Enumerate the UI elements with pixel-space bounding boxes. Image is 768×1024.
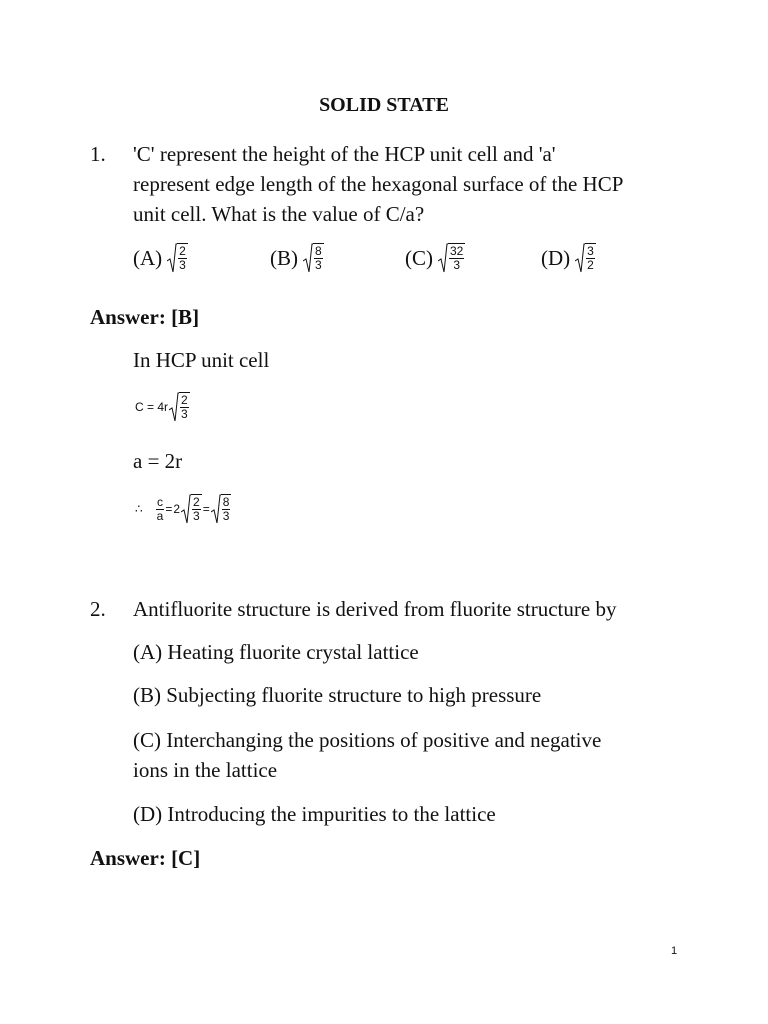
- sqrt-symbol: [438, 243, 465, 273]
- q2-number: 2.: [90, 597, 106, 621]
- sqrt-symbol: [167, 243, 188, 273]
- sqrt-symbol: [575, 243, 596, 273]
- q2-question: Antifluorite structure is derived from fluorite structure by: [133, 597, 617, 621]
- q2-option-c-continued: ions in the lattice: [133, 758, 278, 782]
- c-equation-prefix: C = 4r: [135, 400, 169, 414]
- q2-answer: Answer: [C]: [90, 846, 201, 870]
- sqrt-symbol: [169, 392, 190, 422]
- fraction: $\frac{2}{3}$: [181, 393, 188, 421]
- q2-option-a: (A) Heating fluorite crystal lattice: [133, 640, 419, 664]
- fraction: $\frac{8}{3}$: [315, 244, 322, 272]
- option-label: (D): [541, 245, 571, 270]
- page-number: 1: [671, 945, 678, 957]
- q1-option-d: [541, 243, 596, 273]
- q1-option-b: [270, 243, 324, 273]
- q2-option-c: (C) Interchanging the positions of positive and negative: [133, 728, 602, 752]
- sqrt-symbol: [303, 243, 324, 273]
- q2-option-b: (B) Subjecting fluorite structure to high pressure: [133, 683, 542, 707]
- option-label: (A): [133, 245, 163, 270]
- q1-answer: Answer: [B]: [90, 305, 200, 329]
- fraction: $\frac{32}{3}$: [450, 244, 464, 272]
- equals-sign: =: [165, 502, 173, 516]
- sqrt-symbol: [211, 494, 232, 524]
- option-label: (B): [270, 245, 298, 270]
- coefficient: 2: [173, 502, 181, 516]
- q1-line-1: 'C' represent the height of the HCP unit cell and 'a': [133, 142, 556, 166]
- q1-option-a: [133, 243, 188, 273]
- solution-intro: In HCP unit cell: [133, 348, 270, 372]
- c-equation: [135, 392, 190, 422]
- fraction: $\frac{8}{3}$: [222, 495, 230, 523]
- page-title: SOLID STATE: [319, 94, 449, 116]
- fraction: $\frac{2}{3}$: [193, 495, 200, 523]
- q1-line-2: represent edge length of the hexagonal surface of the HCP: [133, 172, 624, 196]
- fraction: $\frac{3}{2}$: [587, 244, 594, 272]
- ratio-fraction: $\frac{c}{a}$: [156, 494, 164, 523]
- option-label: (C): [405, 245, 433, 270]
- q1-number: 1.: [90, 142, 106, 166]
- fraction: $\frac{2}{3}$: [179, 244, 186, 272]
- sqrt-symbol: [181, 494, 202, 524]
- therefore-symbol: ∴: [135, 502, 143, 516]
- q2-option-d: (D) Introducing the impurities to the lattice: [133, 802, 496, 826]
- equals-sign: =: [202, 502, 210, 516]
- a-equation: a = 2r: [133, 449, 183, 473]
- q1-line-3: unit cell. What is the value of C/a?: [133, 202, 425, 226]
- ratio-equation: [135, 494, 231, 524]
- q1-option-c: [405, 243, 465, 273]
